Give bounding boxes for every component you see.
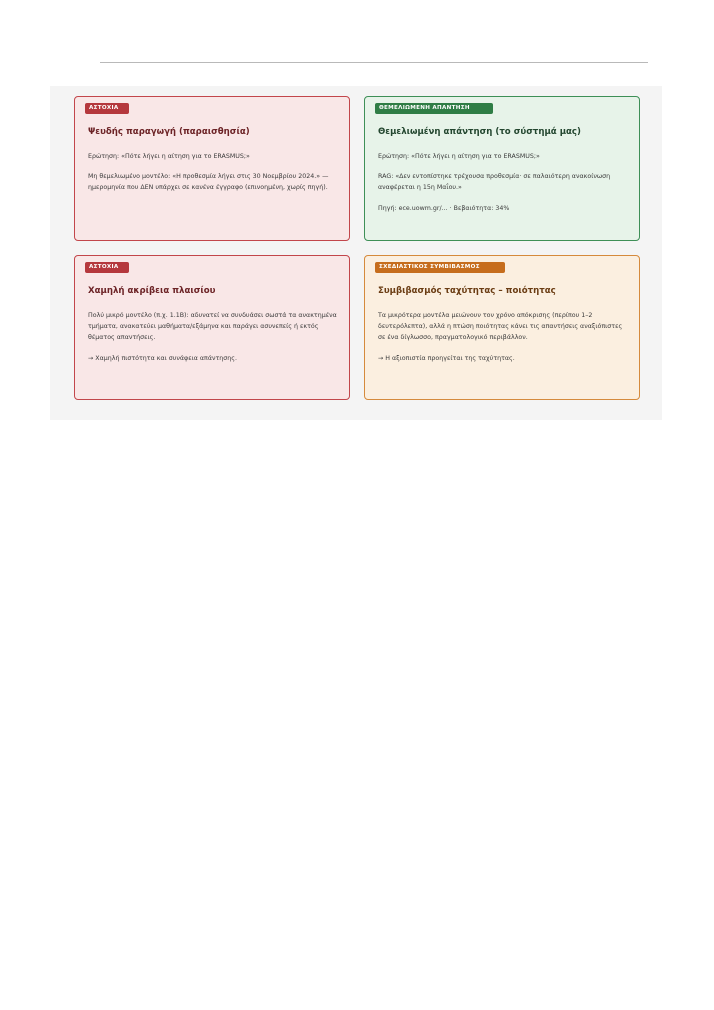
card-text: Τα μικρότερα μοντέλα μειώνουν τον χρόνο απόκρισης (περίπου 1–2 δευτερόλεπτα), αλλά η πτώση ποιότητας κάνει τις απαντήσεις αναξιόπιστες σε ένα δίγλωσσο, πραγματολογικό περιβάλλον. [378, 312, 623, 341]
card-text: Πολύ μικρό μοντέλο (π.χ. 1.1B): αδυνατεί να συνδυάσει σωστά τα ανακτημένα τμήματα, ανακατεύει μαθήματα/εξάμηνα και παράγει ασυνεπείς ή εκτός θέματος απαντήσεις. [88, 312, 337, 341]
card-body [88, 151, 337, 203]
figure-panel [50, 86, 662, 420]
card-question: Ερώτηση: «Πότε λήγει η αίτηση για το ERASMUS;» [88, 153, 250, 160]
card-source: Πηγή: ece.uowm.gr/... · Βεβαιότητα: 34% [378, 205, 510, 212]
card-hallucination [74, 96, 350, 241]
status-badge: ΑΣΤΟΧΙΑ [85, 103, 129, 114]
status-badge: ΑΣΤΟΧΙΑ [85, 262, 129, 273]
card-title: Ψευδής παραγωγή (παραισθησία) [88, 127, 250, 137]
card-text: RAG: «Δεν εντοπίστηκε τρέχουσα προθεσμία· σε παλαιότερη ανακοίνωση αναφέρεται η 15η Μαΐου.» [378, 173, 611, 191]
card-conclusion: → Χαμηλή πιστότητα και συνάφεια απάντησης. [88, 355, 237, 362]
card-title: Θεμελιωμένη απάντηση (το σύστημά μας) [378, 127, 581, 137]
card-title: Χαμηλή ακρίβεια πλαισίου [88, 286, 216, 296]
card-body [88, 310, 337, 374]
card-conclusion: → Η αξιοπιστία προηγείται της ταχύτητας. [378, 355, 515, 362]
card-grounded-answer [364, 96, 640, 241]
card-text: Μη θεμελιωμένο μοντέλο: «Η προθεσμία λήγει στις 30 Νοεμβρίου 2024.» — ημερομηνία που ΔΕΝ υπάρχει σε κανένα έγγραφο (επινοημένη, χωρίς πηγή). [88, 173, 329, 191]
header-rule [100, 62, 648, 63]
card-speed-quality-tradeoff [364, 255, 640, 400]
card-body [378, 310, 627, 374]
status-badge: ΣΧΕΔΙΑΣΤΙΚΟΣ ΣΥΜΒΙΒΑΣΜΟΣ [375, 262, 505, 273]
card-body [378, 151, 627, 224]
status-badge: ΘΕΜΕΛΙΩΜΕΝΗ ΑΠΑΝΤΗΣΗ [375, 103, 493, 114]
card-low-context-accuracy [74, 255, 350, 400]
card-title: Συμβιβασμός ταχύτητας – ποιότητας [378, 286, 556, 296]
card-question: Ερώτηση: «Πότε λήγει η αίτηση για το ERASMUS;» [378, 153, 540, 160]
